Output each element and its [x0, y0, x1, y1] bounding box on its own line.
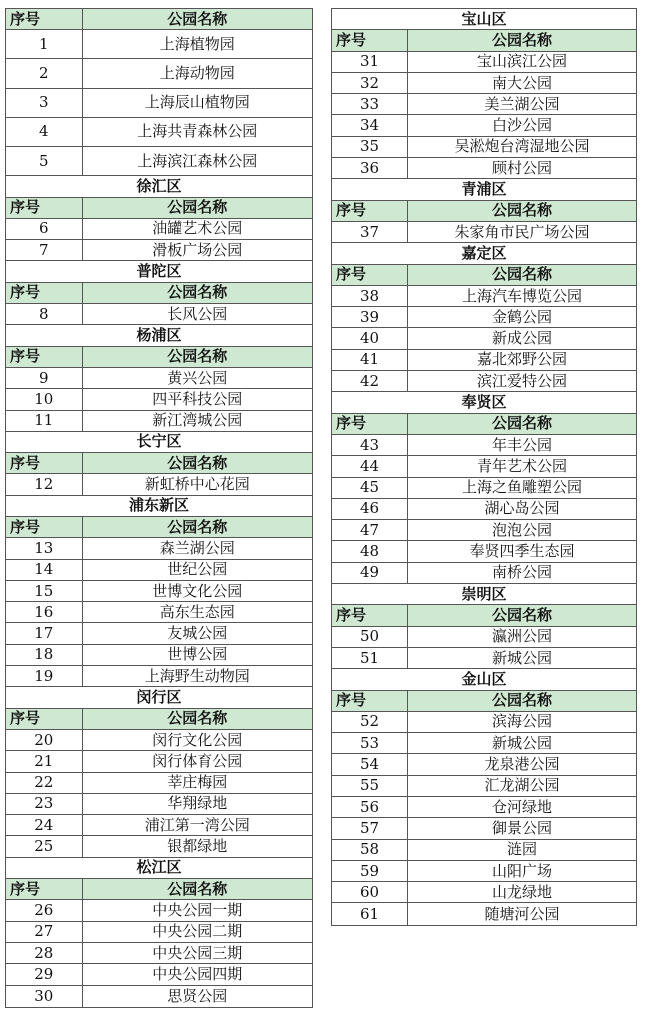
park-name: 黄兴公园: [167, 368, 228, 387]
table-row: [6, 240, 312, 261]
header-num: 序号: [332, 414, 408, 434]
table-header-row: [332, 691, 636, 712]
park-number: 49: [332, 563, 408, 583]
park-name: 上海汽车博览公园: [461, 286, 582, 305]
table-header-row: [332, 201, 636, 222]
park-number: 23: [6, 794, 83, 814]
park-number: 20: [6, 730, 83, 750]
park-name: 滑板广场公园: [152, 240, 243, 259]
table-row: [6, 964, 312, 985]
park-name: 山龙绿地: [491, 882, 552, 901]
table-row: [6, 836, 312, 857]
park-number: 54: [332, 754, 408, 774]
table-row: [6, 474, 312, 495]
park-name: 友城公园: [167, 624, 228, 643]
header-name: 公园名称: [491, 605, 552, 624]
header-num: 序号: [332, 265, 408, 285]
park-number: 26: [6, 900, 83, 920]
park-number: 53: [332, 733, 408, 753]
table-row: [6, 304, 312, 325]
park-name: 中央公园一期: [152, 900, 243, 919]
table-row: [332, 52, 636, 73]
table-row: [332, 222, 636, 243]
park-name: 中央公园三期: [152, 943, 243, 962]
table-row: [332, 328, 636, 349]
park-number: 41: [332, 350, 408, 370]
park-number: 17: [6, 623, 83, 643]
park-name: 上海动物园: [159, 64, 235, 83]
park-name: 世博文化公园: [152, 581, 243, 600]
table-row: [6, 147, 312, 176]
park-name: 吴淞炮台湾湿地公园: [454, 137, 590, 156]
park-name: 龙泉港公园: [484, 755, 560, 774]
park-name: 瀛洲公园: [491, 627, 552, 646]
park-number: 55: [332, 776, 408, 796]
district-title: 奉贤区: [332, 392, 636, 413]
table-row: [332, 115, 636, 136]
table-row: [332, 627, 636, 648]
park-number: 57: [332, 818, 408, 838]
table-row: [332, 137, 636, 158]
table-row: [6, 623, 312, 644]
table-row: [332, 478, 636, 499]
table-row: [6, 922, 312, 943]
header-num: 序号: [332, 201, 408, 221]
park-name: 新虹桥中心花园: [144, 475, 250, 494]
district-title: 金山区: [332, 669, 636, 690]
park-number: 12: [6, 474, 83, 494]
district-title: 浦东新区: [6, 496, 312, 517]
park-name: 涟园: [506, 840, 537, 859]
header-num: 序号: [6, 879, 83, 899]
park-name: 汇龙湖公园: [484, 776, 560, 795]
table-header-row: [332, 414, 636, 435]
header-num: 序号: [6, 198, 83, 218]
header-name: 公园名称: [491, 691, 552, 710]
table-row: [332, 499, 636, 520]
table-row: [332, 733, 636, 754]
table-row: [6, 794, 312, 815]
park-number: 56: [332, 797, 408, 817]
header-name: 公园名称: [491, 30, 552, 49]
district-title: 徐汇区: [6, 176, 312, 197]
district-title: 宝山区: [332, 9, 636, 30]
table-row: [6, 773, 312, 794]
table-row: [332, 754, 636, 775]
park-number: 31: [332, 52, 408, 72]
park-name: 上海野生动物园: [144, 666, 250, 685]
park-name: 新成公园: [491, 329, 552, 348]
park-name: 新江湾城公园: [152, 411, 243, 430]
district-title: 普陀区: [6, 261, 312, 282]
park-number: 5: [6, 147, 83, 175]
park-name: 随塘河公园: [484, 904, 560, 923]
park-number: 33: [332, 94, 408, 114]
table-row: [6, 730, 312, 751]
header-name: 公园名称: [491, 201, 552, 220]
table-row: [332, 286, 636, 307]
park-name: 宝山滨江公园: [476, 52, 567, 71]
table-header-row: [6, 283, 312, 304]
park-number: 15: [6, 581, 83, 601]
header-num: 序号: [6, 347, 83, 367]
park-name: 青年艺术公园: [476, 456, 567, 475]
table-row: [332, 776, 636, 797]
park-name: 莘庄梅园: [167, 773, 228, 792]
park-name: 湖心岛公园: [484, 499, 560, 518]
park-number: 48: [332, 541, 408, 561]
header-name: 公园名称: [167, 709, 228, 728]
park-table-right: [331, 8, 637, 926]
table-row: [6, 59, 312, 88]
park-number: 16: [6, 602, 83, 622]
park-number: 38: [332, 286, 408, 306]
header-name: 公园名称: [167, 9, 228, 28]
park-number: 22: [6, 773, 83, 793]
park-number: 6: [6, 219, 83, 239]
table-row: [332, 350, 636, 371]
park-number: 13: [6, 538, 83, 558]
park-name: 嘉北郊野公园: [476, 350, 567, 369]
park-number: 21: [6, 751, 83, 771]
park-number: 60: [332, 882, 408, 902]
park-name: 长风公园: [167, 304, 228, 323]
table-row: [332, 73, 636, 94]
park-name: 中央公园四期: [152, 964, 243, 983]
park-number: 28: [6, 943, 83, 963]
park-name: 仓河绿地: [491, 797, 552, 816]
park-name: 泡泡公园: [491, 520, 552, 539]
table-row: [6, 986, 312, 1007]
table-row: [6, 581, 312, 602]
table-row: [332, 371, 636, 392]
header-name: 公园名称: [491, 414, 552, 433]
table-row: [332, 307, 636, 328]
park-name: 闵行文化公园: [152, 730, 243, 749]
park-name: 顾村公园: [491, 158, 552, 177]
header-num: 序号: [6, 453, 83, 473]
park-name: 新城公园: [491, 733, 552, 752]
park-number: 45: [332, 478, 408, 498]
park-name: 上海辰山植物园: [144, 93, 250, 112]
park-number: 52: [332, 712, 408, 732]
park-name: 上海共青森林公园: [137, 122, 258, 141]
header-name: 公园名称: [167, 198, 228, 217]
park-name: 滨江爱特公园: [476, 371, 567, 390]
table-row: [332, 456, 636, 477]
table-row: [332, 158, 636, 179]
park-number: 7: [6, 240, 83, 260]
park-name: 思贤公园: [167, 986, 228, 1005]
table-row: [332, 541, 636, 562]
park-number: 1: [6, 30, 83, 58]
park-name: 朱家角市民广场公园: [454, 222, 590, 241]
park-number: 27: [6, 922, 83, 942]
district-title: 杨浦区: [6, 325, 312, 346]
park-number: 50: [332, 627, 408, 647]
park-name: 金鹤公园: [491, 307, 552, 326]
header-num: 序号: [6, 9, 83, 29]
park-number: 51: [332, 648, 408, 668]
header-name: 公园名称: [167, 517, 228, 536]
park-number: 8: [6, 304, 83, 324]
table-header-row: [6, 9, 312, 30]
table-row: [332, 520, 636, 541]
park-number: 9: [6, 368, 83, 388]
park-name: 白沙公园: [491, 116, 552, 135]
park-number: 4: [6, 118, 83, 146]
park-name: 新城公园: [491, 648, 552, 667]
table-row: [6, 815, 312, 836]
table-row: [6, 411, 312, 432]
park-name: 滨海公园: [491, 712, 552, 731]
table-header-row: [6, 517, 312, 538]
park-number: 30: [6, 986, 83, 1007]
table-header-row: [6, 453, 312, 474]
table-row: [6, 666, 312, 687]
table-row: [332, 648, 636, 669]
table-row: [6, 118, 312, 147]
district-title: 嘉定区: [332, 243, 636, 264]
park-number: 61: [332, 903, 408, 924]
park-name: 四平科技公园: [152, 389, 243, 408]
park-number: 34: [332, 115, 408, 135]
table-row: [6, 602, 312, 623]
park-name: 中央公园二期: [152, 922, 243, 941]
header-name: 公园名称: [167, 453, 228, 472]
park-name: 森兰湖公园: [159, 538, 235, 557]
header-num: 序号: [332, 30, 408, 50]
table-row: [6, 89, 312, 118]
park-number: 40: [332, 328, 408, 348]
park-number: 10: [6, 389, 83, 409]
park-number: 59: [332, 861, 408, 881]
park-name: 高东生态园: [159, 602, 235, 621]
park-name: 浦江第一湾公园: [144, 815, 250, 834]
table-row: [6, 560, 312, 581]
table-row: [332, 903, 636, 924]
park-name: 上海植物园: [159, 34, 235, 53]
header-num: 序号: [6, 283, 83, 303]
table-row: [332, 861, 636, 882]
park-name: 御景公园: [491, 818, 552, 837]
header-name: 公园名称: [167, 879, 228, 898]
table-header-row: [6, 879, 312, 900]
district-title: 长宁区: [6, 432, 312, 453]
park-number: 58: [332, 840, 408, 860]
park-number: 29: [6, 964, 83, 984]
header-num: 序号: [6, 709, 83, 729]
header-num: 序号: [6, 517, 83, 537]
table-row: [6, 943, 312, 964]
park-name: 奉贤四季生态园: [469, 542, 575, 561]
table-header-row: [332, 30, 636, 51]
park-number: 47: [332, 520, 408, 540]
park-number: 46: [332, 499, 408, 519]
park-name: 世纪公园: [167, 560, 228, 579]
park-name: 银都绿地: [167, 837, 228, 856]
district-title: 松江区: [6, 858, 312, 879]
table-row: [6, 219, 312, 240]
park-number: 14: [6, 560, 83, 580]
table-row: [332, 712, 636, 733]
park-name: 山阳广场: [491, 861, 552, 880]
park-name: 南大公园: [491, 73, 552, 92]
table-header-row: [332, 265, 636, 286]
park-number: 37: [332, 222, 408, 242]
table-row: [6, 645, 312, 666]
header-name: 公园名称: [491, 265, 552, 284]
park-number: 43: [332, 435, 408, 455]
header-name: 公园名称: [167, 347, 228, 366]
table-row: [332, 882, 636, 903]
district-title: 青浦区: [332, 179, 636, 200]
table-row: [332, 840, 636, 861]
table-row: [332, 797, 636, 818]
park-number: 19: [6, 666, 83, 686]
header-num: 序号: [332, 691, 408, 711]
park-number: 36: [332, 158, 408, 178]
park-table-left: [5, 8, 313, 1008]
park-number: 39: [332, 307, 408, 327]
park-number: 42: [332, 371, 408, 391]
table-row: [6, 538, 312, 559]
table-row: [6, 30, 312, 59]
table-header-row: [6, 198, 312, 219]
park-number: 18: [6, 645, 83, 665]
park-name: 美兰湖公园: [484, 94, 560, 113]
park-name: 油罐艺术公园: [152, 219, 243, 238]
park-name: 上海之鱼雕塑公园: [461, 478, 582, 497]
park-number: 35: [332, 137, 408, 157]
district-title: 闵行区: [6, 687, 312, 708]
table-row: [332, 563, 636, 584]
park-number: 11: [6, 411, 83, 431]
district-title: 崇明区: [332, 584, 636, 605]
table-header-row: [6, 709, 312, 730]
table-row: [332, 818, 636, 839]
park-number: 2: [6, 59, 83, 87]
table-row: [6, 900, 312, 921]
table-row: [6, 389, 312, 410]
table-row: [332, 94, 636, 115]
park-name: 华翔绿地: [167, 794, 228, 813]
park-name: 闵行体育公园: [152, 751, 243, 770]
park-number: 24: [6, 815, 83, 835]
park-name: 世博公园: [167, 645, 228, 664]
park-number: 3: [6, 89, 83, 117]
park-name: 上海滨江森林公园: [137, 151, 258, 170]
table-header-row: [6, 347, 312, 368]
park-number: 25: [6, 836, 83, 856]
park-name: 南桥公园: [491, 563, 552, 582]
park-number: 32: [332, 73, 408, 93]
table-header-row: [332, 605, 636, 626]
header-num: 序号: [332, 605, 408, 625]
table-row: [332, 435, 636, 456]
park-name: 年丰公园: [491, 435, 552, 454]
park-number: 44: [332, 456, 408, 476]
table-row: [6, 368, 312, 389]
table-row: [6, 751, 312, 772]
header-name: 公园名称: [167, 283, 228, 302]
